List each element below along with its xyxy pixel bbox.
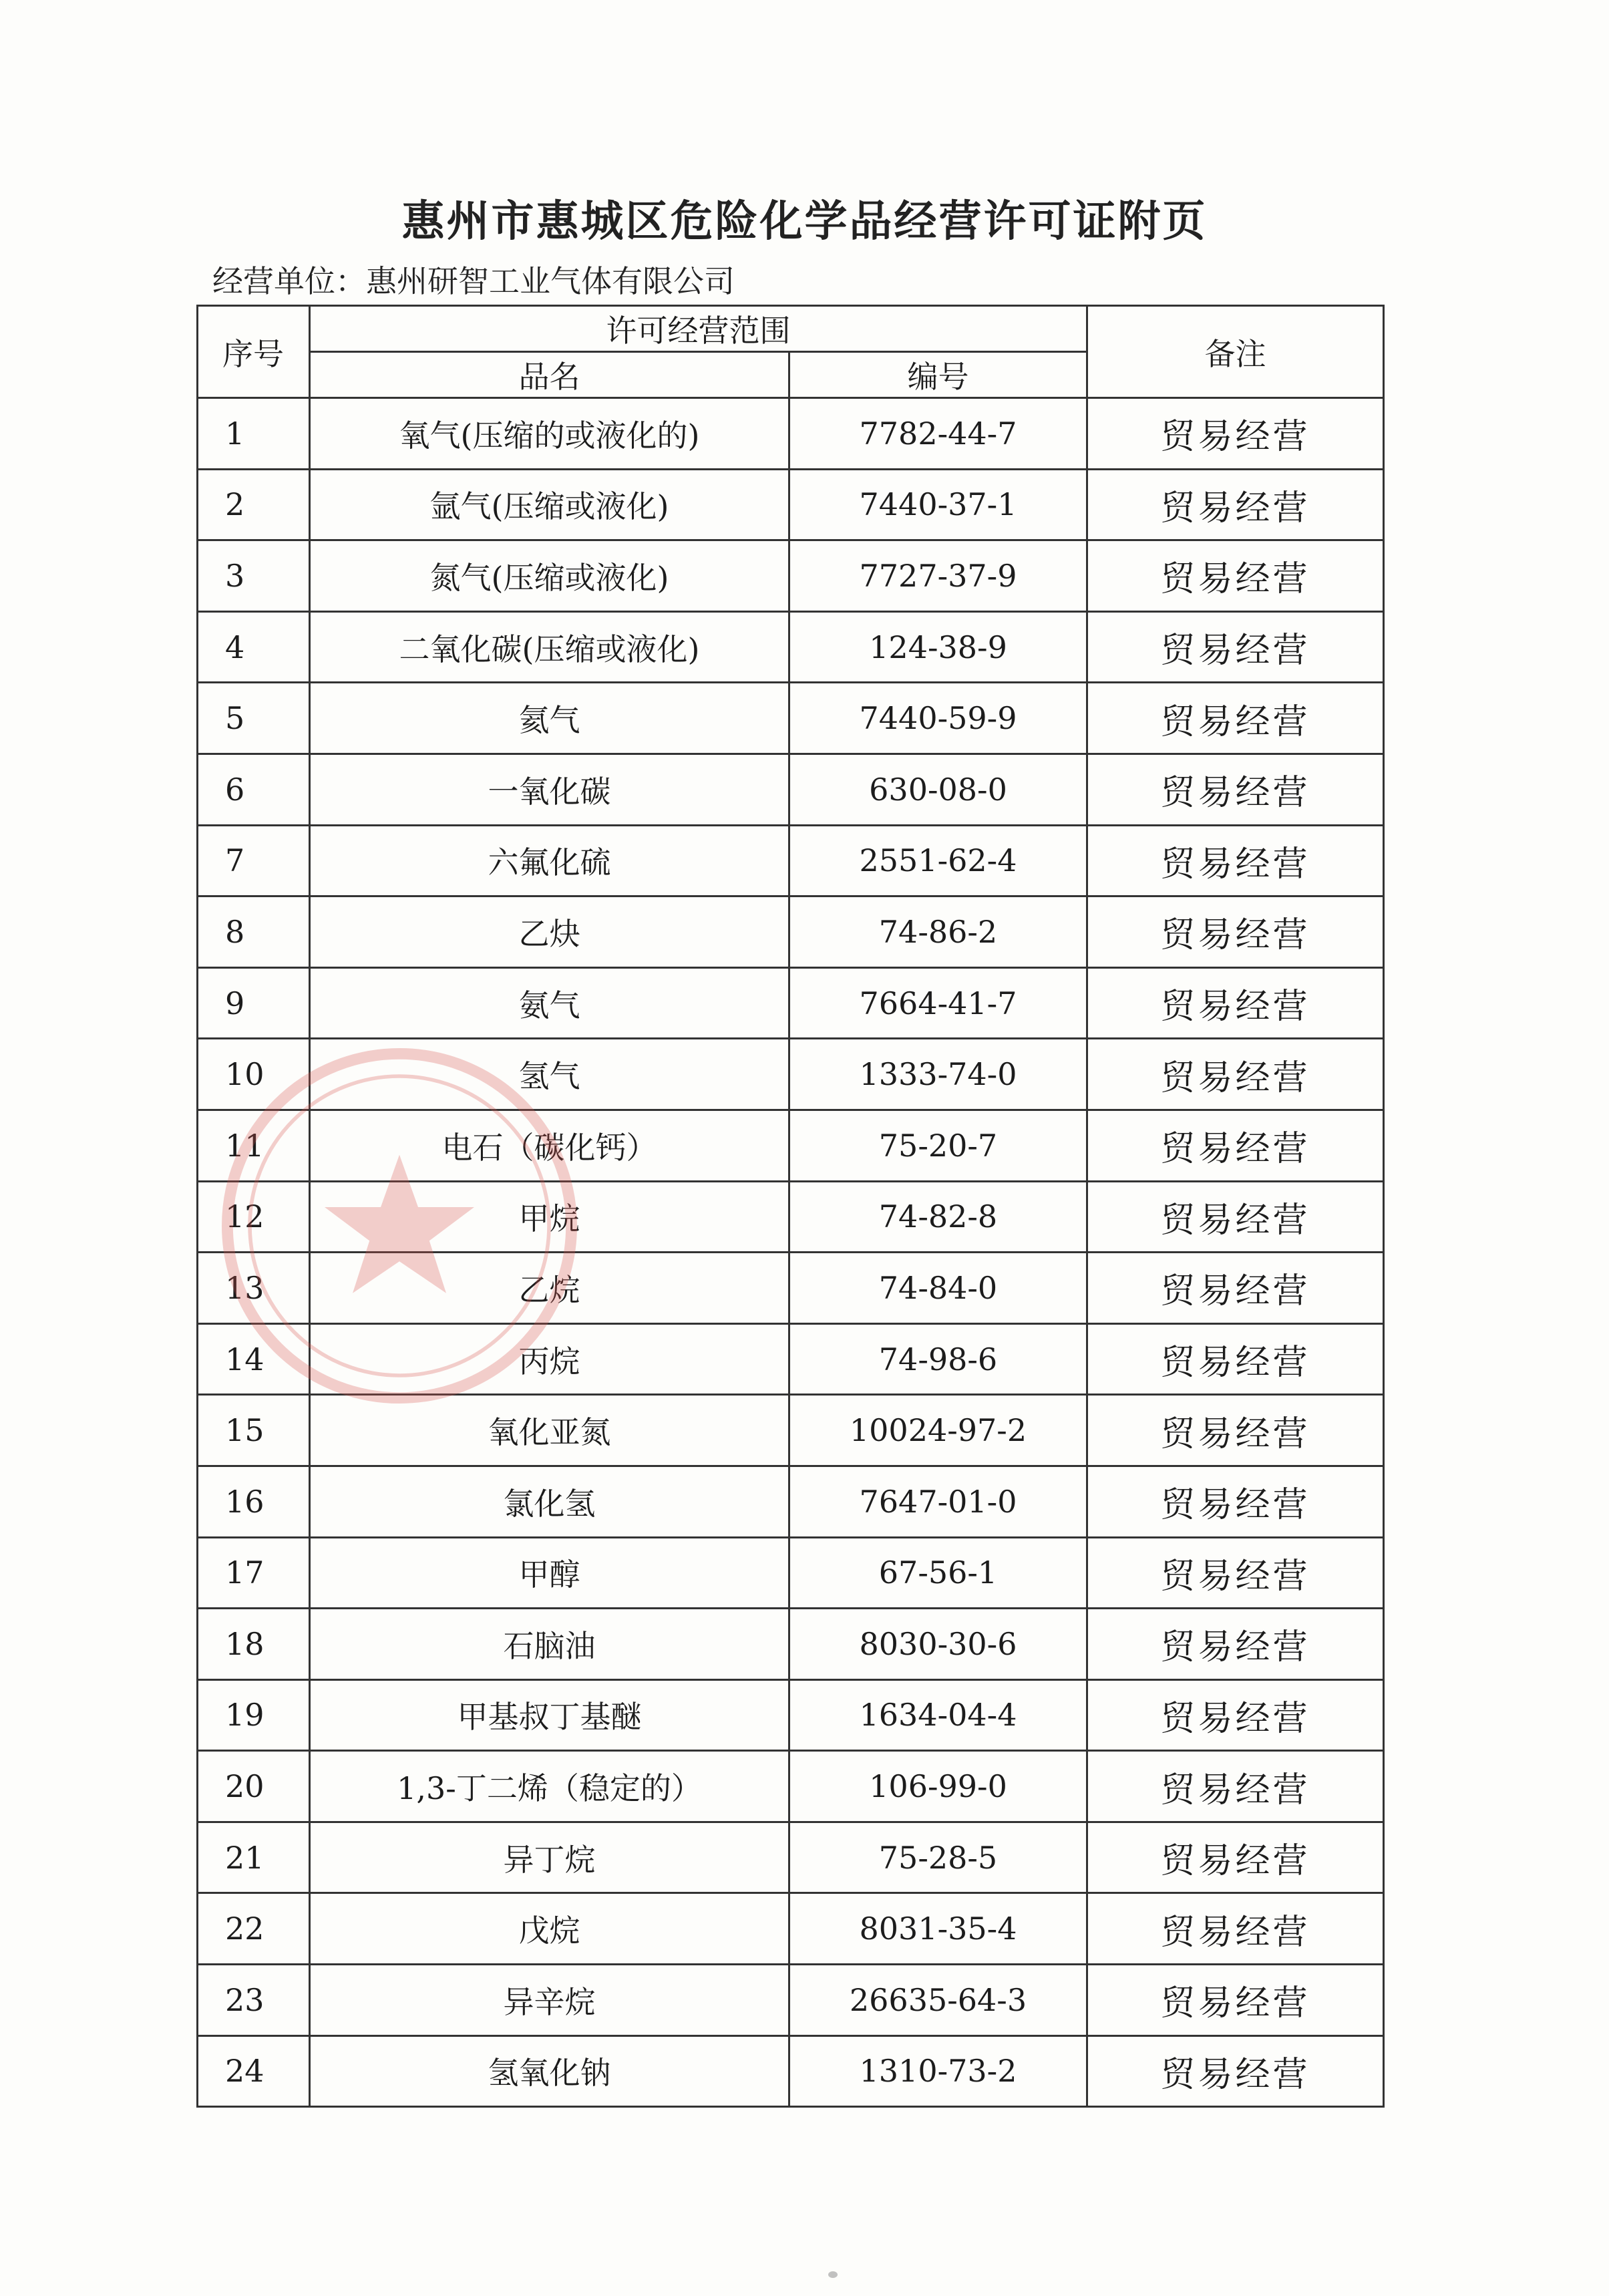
row-number: 1310-73-2 (789, 2035, 1087, 2107)
row-number: 26635-64-3 (789, 1965, 1087, 2036)
table-row (198, 540, 1384, 612)
row-seq: 9 (198, 967, 310, 1039)
row-number: 2551-62-4 (789, 825, 1087, 896)
row-seq: 23 (198, 1965, 310, 2036)
row-name: 氨气 (310, 967, 789, 1039)
row-seq: 13 (198, 1253, 310, 1324)
header-number: 编号 (789, 352, 1087, 398)
row-seq: 24 (198, 2035, 310, 2107)
row-seq: 11 (198, 1110, 310, 1181)
row-remark: 贸易经营 (1087, 611, 1384, 683)
table-row (198, 1679, 1384, 1751)
table-row (198, 1965, 1384, 2036)
row-name: 乙炔 (310, 896, 789, 968)
row-name: 丙烷 (310, 1323, 789, 1395)
table-row (198, 754, 1384, 825)
row-number: 124-38-9 (789, 611, 1087, 683)
row-remark: 贸易经营 (1087, 398, 1384, 470)
table-row (198, 1253, 1384, 1324)
row-seq: 8 (198, 896, 310, 968)
row-seq: 19 (198, 1679, 310, 1751)
row-remark: 贸易经营 (1087, 1466, 1384, 1537)
row-remark: 贸易经营 (1087, 1537, 1384, 1609)
row-seq: 2 (198, 469, 310, 540)
row-name: 氢氧化钠 (310, 2035, 789, 2107)
row-number: 106-99-0 (789, 1751, 1087, 1822)
row-remark: 贸易经营 (1087, 1751, 1384, 1822)
row-number: 75-28-5 (789, 1822, 1087, 1893)
row-number: 7727-37-9 (789, 540, 1087, 612)
row-seq: 5 (198, 683, 310, 754)
row-number: 8031-35-4 (789, 1893, 1087, 1965)
row-name: 异辛烷 (310, 1965, 789, 2036)
table-row (198, 896, 1384, 968)
row-seq: 22 (198, 1893, 310, 1965)
row-remark: 贸易经营 (1087, 540, 1384, 612)
scan-speck (828, 2271, 838, 2278)
table-row (198, 1537, 1384, 1609)
table-row (198, 469, 1384, 540)
row-number: 8030-30-6 (789, 1609, 1087, 1680)
table-row (198, 1039, 1384, 1110)
row-name: 氧气(压缩的或液化的) (310, 398, 789, 470)
row-name: 戊烷 (310, 1893, 789, 1965)
row-number: 7440-59-9 (789, 683, 1087, 754)
row-seq: 4 (198, 611, 310, 683)
row-seq: 21 (198, 1822, 310, 1893)
row-name: 电石（碳化钙） (310, 1110, 789, 1181)
header-remark: 备注 (1087, 306, 1384, 398)
row-name: 氩气(压缩或液化) (310, 469, 789, 540)
row-remark: 贸易经营 (1087, 896, 1384, 968)
header-name: 品名 (310, 352, 789, 398)
row-number: 1634-04-4 (789, 1679, 1087, 1751)
table-row (198, 1609, 1384, 1680)
row-remark: 贸易经营 (1087, 825, 1384, 896)
row-remark: 贸易经营 (1087, 1893, 1384, 1965)
row-name: 甲基叔丁基醚 (310, 1679, 789, 1751)
row-remark: 贸易经营 (1087, 1253, 1384, 1324)
table-row (198, 398, 1384, 470)
row-remark: 贸易经营 (1087, 1323, 1384, 1395)
header-scope: 许可经营范围 (310, 306, 1087, 352)
row-seq: 12 (198, 1181, 310, 1253)
row-seq: 14 (198, 1323, 310, 1395)
row-seq: 10 (198, 1039, 310, 1110)
row-remark: 贸易经营 (1087, 1039, 1384, 1110)
row-number: 7440-37-1 (789, 469, 1087, 540)
row-name: 六氟化硫 (310, 825, 789, 896)
row-seq: 20 (198, 1751, 310, 1822)
row-remark: 贸易经营 (1087, 1181, 1384, 1253)
row-remark: 贸易经营 (1087, 1965, 1384, 2036)
row-remark: 贸易经营 (1087, 1609, 1384, 1680)
row-name: 甲醇 (310, 1537, 789, 1609)
row-seq: 15 (198, 1395, 310, 1466)
row-number: 10024-97-2 (789, 1395, 1087, 1466)
row-name: 氢气 (310, 1039, 789, 1110)
business-unit-line (212, 257, 735, 301)
page-title: 惠州市惠城区危险化学品经营许可证附页 (401, 196, 1208, 247)
row-remark: 贸易经营 (1087, 1679, 1384, 1751)
table-row (198, 1466, 1384, 1537)
row-seq: 1 (198, 398, 310, 470)
row-remark: 贸易经营 (1087, 1395, 1384, 1466)
row-number: 7664-41-7 (789, 967, 1087, 1039)
row-name: 氦气 (310, 683, 789, 754)
row-name: 氧化亚氮 (310, 1395, 789, 1466)
row-name: 氮气(压缩或液化) (310, 540, 789, 612)
table-row (198, 1751, 1384, 1822)
business-unit-name: 惠州研智工业气体有限公司 (366, 263, 735, 299)
row-number: 75-20-7 (789, 1110, 1087, 1181)
table-row (198, 1110, 1384, 1181)
row-number: 74-84-0 (789, 1253, 1087, 1324)
row-remark: 贸易经营 (1087, 967, 1384, 1039)
row-remark: 贸易经营 (1087, 754, 1384, 825)
table-row (198, 825, 1384, 896)
table-row (198, 1893, 1384, 1965)
row-remark: 贸易经营 (1087, 1110, 1384, 1181)
table-row (198, 1181, 1384, 1253)
row-name: 异丁烷 (310, 1822, 789, 1893)
row-name: 一氧化碳 (310, 754, 789, 825)
table-row (198, 611, 1384, 683)
table-row (198, 967, 1384, 1039)
row-seq: 17 (198, 1537, 310, 1609)
row-seq: 3 (198, 540, 310, 612)
permit-table (196, 305, 1385, 2108)
row-number: 74-86-2 (789, 896, 1087, 968)
row-number: 67-56-1 (789, 1537, 1087, 1609)
row-name: 1,3-丁二烯（稳定的） (310, 1751, 789, 1822)
table-header-row (198, 306, 1384, 352)
row-number: 1333-74-0 (789, 1039, 1087, 1110)
table-row (198, 1822, 1384, 1893)
row-name: 石脑油 (310, 1609, 789, 1680)
business-unit-label: 经营单位： (212, 263, 366, 299)
row-number: 7782-44-7 (789, 398, 1087, 470)
row-name: 甲烷 (310, 1181, 789, 1253)
row-remark: 贸易经营 (1087, 683, 1384, 754)
row-name: 二氧化碳(压缩或液化) (310, 611, 789, 683)
row-remark: 贸易经营 (1087, 469, 1384, 540)
row-name: 氯化氢 (310, 1466, 789, 1537)
row-seq: 7 (198, 825, 310, 896)
row-number: 74-82-8 (789, 1181, 1087, 1253)
row-seq: 16 (198, 1466, 310, 1537)
table-row (198, 683, 1384, 754)
table-row (198, 1323, 1384, 1395)
row-number: 74-98-6 (789, 1323, 1087, 1395)
table-row (198, 1395, 1384, 1466)
row-seq: 6 (198, 754, 310, 825)
table-row (198, 2035, 1384, 2107)
row-number: 630-08-0 (789, 754, 1087, 825)
row-remark: 贸易经营 (1087, 2035, 1384, 2107)
row-seq: 18 (198, 1609, 310, 1680)
row-remark: 贸易经营 (1087, 1822, 1384, 1893)
row-number: 7647-01-0 (789, 1466, 1087, 1537)
header-seq: 序号 (198, 306, 310, 398)
row-name: 乙烷 (310, 1253, 789, 1324)
